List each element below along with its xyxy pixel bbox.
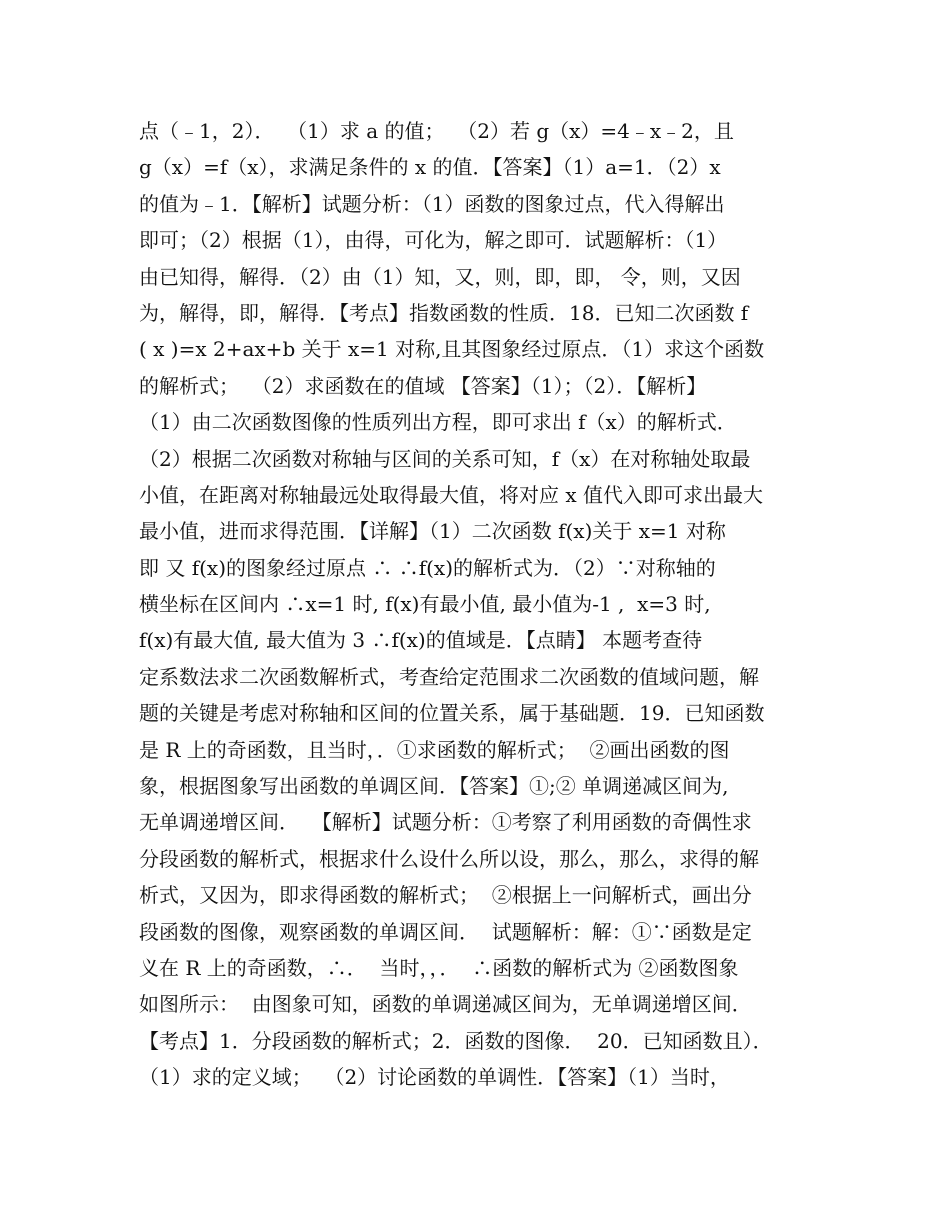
text-line: 分段函数的解析式，根据求什么设什么所以设，那么，那么，求得的解 — [139, 846, 759, 871]
text-line: 象，根据图象写出函数的单调区间．【答案】①;② 单调递减区间为, — [139, 774, 729, 799]
text-line: ( x )=x 2+ax+b 关于 x=1 对称,且其图象经过原点．（1）求这个函数 — [139, 337, 765, 362]
text-line: 无单调递增区间． 【解析】试题分析：①考察了利用函数的奇偶性求 — [139, 810, 752, 835]
text-line: （1）求的定义域； （2）讨论函数的单调性．【答案】（1）当时， — [139, 1065, 730, 1090]
text-line: 的值为﹣1．【解析】试题分析：（1）函数的图象过点，代入得解出 — [139, 191, 725, 216]
text-line: 定系数法求二次函数解析式，考查给定范围求二次函数的值域问题，解 — [139, 664, 759, 689]
text-line: （2）根据二次函数对称轴与区间的关系可知，f（x）在对称轴处取最 — [139, 446, 751, 471]
text-line: g（x）=f（x），求满足条件的 x 的值．【答案】（1）a=1．（2）x — [139, 155, 721, 180]
text-line: 段函数的图像，观察函数的单调区间． 试题解析：解：①∵函数是定 — [139, 919, 752, 944]
body-text — [139, 113, 829, 1096]
text-line: 析式，又因为，即求得函数的解析式； ②根据上一问解析式，画出分 — [139, 883, 752, 908]
text-line: 是 R 上的奇函数，且当时，．①求函数的解析式； ②画出函数的图 — [139, 737, 730, 762]
text-line: 如图所示： 由图象可知，函数的单调递减区间为，无单调递增区间． — [139, 992, 752, 1017]
text-line: 的解析式； （2）求函数在的值域 【答案】（1）；（2）．【解析】 — [139, 373, 707, 398]
text-line: 由已知得，解得．（2）由（1）知，又，则，即，即， 令，则，又因 — [139, 264, 741, 289]
text-line: （1）由二次函数图像的性质列出方程，即可求出 f（x）的解析式． — [139, 410, 737, 435]
text-line: 点（﹣1，2）． （1）求 a 的值； （2）若 g（x）=4﹣x﹣2，且 — [139, 119, 734, 143]
text-line: 义在 R 上的奇函数，∴． 当时，，． ∴函数的解析式为 ②函数图象 — [139, 955, 739, 980]
text-line: 小值，在距离对称轴最远处取得最大值，将对应 x 值代入即可求出最大 — [139, 482, 763, 507]
text-line: 最小值，进而求得范围．【详解】（1）二次函数 f(x)关于 x=1 对称 — [139, 519, 726, 544]
text-line: 即 又 f(x)的图象经过原点 ∴ ∴f(x)的解析式为．（2）∵对称轴的 — [139, 555, 716, 580]
text-line: 为，解得，即，解得．【考点】指数函数的性质．18．已知二次函数 f — [139, 300, 749, 325]
text-line: 题的关键是考虑对称轴和区间的位置关系，属于基础题．19．已知函数 — [139, 701, 765, 726]
text-line: 即可；（2）根据（1），由得，可化为，解之即可．试题解析：（1） — [139, 228, 728, 253]
text-line: 横坐标在区间内 ∴x=1 时, f(x)有最小值, 最小值为-1 , x=3 时, — [139, 592, 711, 617]
text-line: 【考点】1．分段函数的解析式；2．函数的图像． 20．已知函数且）． — [139, 1028, 773, 1053]
text-line: f(x)有最大值, 最大值为 3 ∴f(x)的值域是．【点睛】 本题考查待 — [139, 628, 703, 653]
